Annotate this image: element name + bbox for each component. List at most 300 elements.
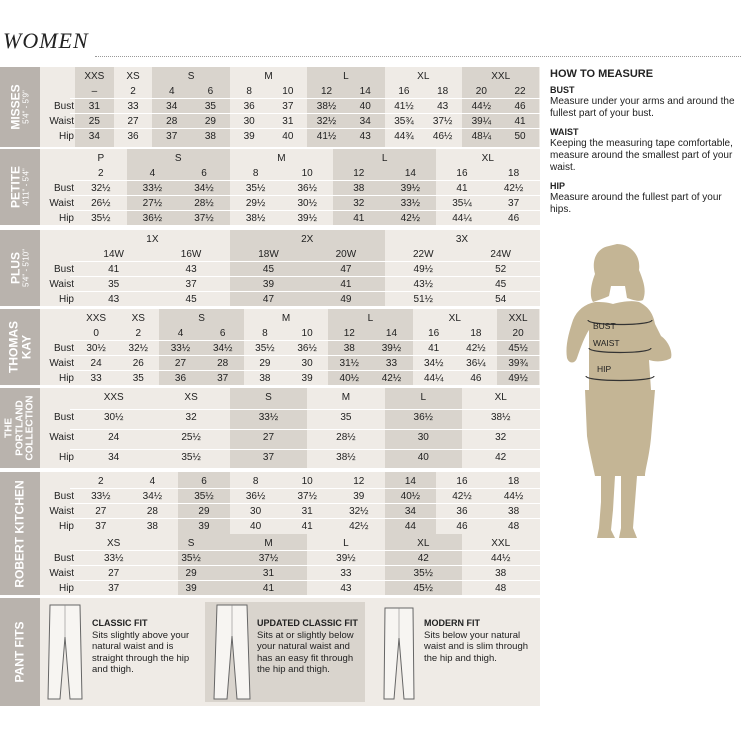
table-cell: 38½ [245, 213, 266, 224]
misses-label: MISSES [8, 84, 23, 130]
size-number: 16 [398, 86, 410, 97]
table-cell: 34½ [142, 491, 163, 502]
table-cell: 35½ [255, 343, 275, 354]
size-label: S [174, 153, 182, 164]
table-cell: 37 [185, 279, 197, 290]
modern-fit-text: Sits below your natural waist and is slim through the hip and thigh. [424, 629, 529, 664]
table-cell: 36½ [142, 213, 163, 224]
table-cell: 45 [495, 279, 507, 290]
table-cell: 34 [108, 452, 120, 463]
table-cell: 40½ [400, 491, 421, 502]
table-cell: 37½ [432, 116, 453, 127]
table-cell: 32 [353, 198, 365, 209]
table-cell: 41 [301, 521, 313, 532]
table-cell: 36¼ [466, 358, 486, 369]
size-label: M [264, 71, 273, 82]
size-number: 12 [353, 168, 365, 179]
classic-fit-title: CLASSIC FIT [92, 618, 148, 628]
table-cell: 43 [437, 101, 449, 112]
robert-kitchen-label: ROBERT KITCHEN [12, 479, 27, 588]
size-number: 2 [130, 86, 136, 97]
size-number: 4 [177, 328, 184, 339]
table-cell: 28½ [194, 198, 214, 209]
table-cell: 36½ [297, 183, 317, 194]
table-cell: 30 [417, 432, 429, 443]
modern-fit-pant-icon [376, 602, 422, 702]
table-cell: 39½ [297, 213, 317, 224]
table-cell: 41 [340, 279, 352, 290]
table-cell: 38 [259, 373, 271, 384]
measure-label: Waist [49, 116, 74, 127]
size-number: 8 [246, 86, 252, 97]
table-cell: 31 [301, 506, 313, 517]
table-cell: 48 [495, 583, 507, 594]
table-cell: 32 [185, 412, 197, 423]
table-cell: 39 [301, 373, 313, 384]
table-cell: 46½ [432, 131, 453, 142]
table-cell: 32½ [349, 506, 369, 517]
table-cell: 44¾ [394, 131, 414, 142]
table-cell: 42½ [452, 491, 472, 502]
pant-fits-sidebar [0, 598, 40, 706]
size-label: M [281, 313, 291, 324]
table-cell: 25 [88, 116, 100, 127]
size-number: 14 [404, 476, 416, 487]
table-cell: 37 [108, 583, 120, 594]
table-cell: 52 [495, 264, 507, 275]
table-cell: 39¼ [471, 116, 492, 127]
table-cell: 39 [185, 583, 197, 594]
size-number: 2 [135, 328, 142, 339]
table-cell: 48 [508, 521, 520, 532]
table-cell: 34 [166, 101, 178, 112]
plus-sidebar [0, 230, 40, 306]
table-cell: 44½ [490, 553, 511, 564]
table-cell: 42 [417, 553, 429, 564]
size-number: 12 [353, 476, 365, 487]
table-cell: 40 [359, 101, 371, 112]
measure-label: Bust [53, 101, 74, 112]
table-cell: 38 [204, 131, 216, 142]
table-cell: 30 [250, 506, 262, 517]
table-cell: 37½ [297, 491, 317, 502]
table-cell: 39 [353, 491, 365, 502]
table-cell: 40 [250, 521, 262, 532]
size-number: 24W [490, 249, 511, 260]
table-cell: 39 [198, 521, 210, 532]
table-cell: 36½ [245, 491, 266, 502]
woman-silhouette-figure [555, 240, 695, 545]
table-cell: 42½ [381, 373, 402, 384]
size-label: XS [107, 538, 121, 549]
updated-classic-fit-text: Sits at or slightly below your natural waist and has an easy fit through the hip and thigh. [257, 629, 354, 675]
bust-text: Measure under your arms and around the fullest part of your bust. [550, 96, 735, 119]
size-number: 22 [514, 86, 526, 97]
table-cell: 28½ [336, 432, 356, 443]
table-cell: 27 [108, 568, 120, 579]
table-cell: 45 [185, 294, 197, 305]
table-cell: 33½ [258, 412, 279, 423]
table-cell: 40½ [339, 373, 360, 384]
table-cell: 32½ [128, 343, 149, 354]
size-label: XXL [491, 538, 511, 549]
updated-classic-fit-title: UPDATED CLASSIC FIT [257, 618, 358, 628]
size-number: 20W [335, 249, 357, 260]
size-label: XS [126, 71, 140, 82]
table-cell: 51½ [413, 294, 434, 305]
size-label: L [420, 392, 427, 403]
table-cell: 32 [495, 432, 507, 443]
size-label: M [277, 153, 286, 164]
table-cell: 36½ [297, 343, 317, 354]
size-label: XL [417, 71, 430, 82]
size-number: 4 [168, 86, 175, 97]
size-number: 18W [258, 249, 279, 260]
table-cell: 40 [417, 452, 429, 463]
table-cell: 44¼ [423, 373, 444, 384]
table-cell: 43 [340, 583, 352, 594]
table-cell: 27 [262, 432, 275, 443]
classic-fit [40, 602, 200, 702]
table-cell: 39½ [381, 343, 402, 354]
table-cell: 31½ [339, 358, 360, 369]
table-cell: 24 [108, 432, 120, 443]
size-number: 6 [207, 86, 214, 97]
table-cell: 32½ [91, 183, 111, 194]
size-number: 20 [475, 86, 487, 97]
misses-sidebar [0, 67, 40, 147]
size-label: 2X [301, 234, 314, 245]
size-label: M [264, 538, 273, 549]
size-number: 10 [301, 168, 313, 179]
bust-title: BUST [550, 85, 575, 95]
thomas-kay-label: THOMAS KAY [6, 321, 33, 373]
size-number: 10 [301, 328, 313, 339]
size-number: 4 [149, 168, 156, 179]
table-cell: 38½ [336, 452, 356, 463]
table-cell: 26½ [91, 198, 111, 209]
table-cell: 48¼ [471, 131, 492, 142]
size-label: S [187, 71, 195, 82]
table-cell: 37 [262, 452, 275, 463]
plus-height-range: 5'4" - 5'10" [21, 248, 31, 288]
table-cell: 42½ [466, 343, 486, 354]
table-cell: 30½ [103, 412, 124, 423]
size-label: P [97, 153, 105, 164]
size-number: 14W [103, 249, 124, 260]
table-cell: 36 [243, 101, 255, 112]
table-cell: 35¼ [452, 198, 472, 209]
title-rule [95, 56, 741, 57]
table-cell: 30½ [297, 198, 317, 209]
size-label: XL [481, 153, 494, 164]
size-number: 16W [180, 249, 202, 260]
table-cell: 28 [146, 506, 158, 517]
table-cell: 30 [301, 358, 313, 369]
measure-label: Waist [49, 279, 74, 290]
table-cell: 41 [514, 116, 526, 127]
table-cell: 29½ [245, 198, 266, 209]
size-label: 1X [146, 234, 159, 245]
size-label: L [343, 538, 349, 549]
table-cell: 35 [340, 412, 352, 423]
table-cell: 29 [198, 506, 210, 517]
table-cell: 39½ [400, 183, 421, 194]
table-cell: 34 [404, 506, 416, 517]
size-number: 14 [385, 328, 398, 339]
size-label: L [367, 313, 374, 324]
size-number: 12 [320, 86, 333, 97]
table-cell: 46 [508, 213, 520, 224]
table-cell: 41 [108, 264, 120, 275]
table-cell: 34½ [194, 183, 214, 194]
modern-fit [372, 602, 532, 702]
table-cell: 35 [108, 279, 120, 290]
pant-fits-label: PANT FITS [12, 621, 27, 683]
table-cell: 32½ [316, 116, 337, 127]
table-cell: 24 [90, 358, 102, 369]
table-cell: 33 [385, 358, 398, 369]
table-cell: 40 [282, 131, 294, 142]
petite-sidebar [0, 149, 40, 225]
measure-label: Hip [58, 373, 74, 384]
table-cell: 29 [259, 358, 271, 369]
measure-label: Hip [58, 213, 74, 224]
updated-classic-fit-pant-icon [209, 602, 255, 702]
table-cell: 35½ [181, 452, 201, 463]
table-cell: 37 [282, 101, 294, 112]
figure-waist-label: WAIST [593, 338, 620, 348]
table-cell: 47 [262, 294, 275, 305]
plus-table [0, 230, 540, 306]
table-cell: 34½ [423, 358, 444, 369]
size-label: S [198, 313, 205, 324]
table-cell: 33½ [170, 343, 191, 354]
misses-height-range: 5'4" - 5'9" [21, 90, 31, 124]
table-cell: 36 [456, 506, 468, 517]
table-cell: 47 [340, 264, 352, 275]
size-label: XL [417, 538, 430, 549]
table-cell: 27 [127, 116, 139, 127]
size-label: XXS [86, 313, 107, 324]
measure-label: Bust [53, 491, 74, 502]
size-label: XXS [84, 71, 105, 82]
measure-label: Bust [53, 343, 74, 354]
table-cell: 35 [204, 101, 216, 112]
table-cell: 46 [514, 101, 526, 112]
table-cell: 34 [359, 116, 371, 127]
table-cell: 33 [340, 568, 352, 579]
classic-fit-pant-icon [42, 602, 88, 702]
table-cell: 33 [90, 373, 102, 384]
table-cell: 41 [353, 213, 365, 224]
table-cell: 43 [359, 131, 371, 142]
table-cell: 27½ [142, 198, 163, 209]
waist-title: WAIST [550, 127, 579, 137]
size-label: XS [131, 313, 145, 324]
table-cell: 44¼ [452, 213, 472, 224]
table-cell: 36 [127, 131, 139, 142]
size-number: 16 [456, 476, 468, 487]
table-cell: 37 [166, 131, 178, 142]
table-cell: 42½ [503, 183, 524, 194]
table-cell: 28 [217, 358, 229, 369]
size-number: 22W [413, 249, 434, 260]
table-cell: 38 [508, 506, 520, 517]
thomas-kay-sidebar [0, 309, 40, 385]
table-cell: 31 [88, 101, 100, 112]
table-cell: 27 [174, 358, 187, 369]
table-cell: 37 [217, 373, 229, 384]
table-cell: 35½ [245, 183, 266, 194]
classic-fit-text: Sits slightly above your natural waist and is straight through the hip and thigh. [92, 629, 190, 675]
measure-label: Bust [53, 183, 74, 194]
table-cell: 45 [262, 264, 275, 275]
measure-label: Hip [58, 294, 74, 305]
table-cell: 37½ [194, 213, 214, 224]
table-cell: 49 [340, 294, 352, 305]
plus-label: PLUS [8, 252, 23, 285]
size-number: 6 [219, 328, 226, 339]
table-cell: 38 [146, 521, 158, 532]
misses-table [0, 67, 540, 147]
measure-label: Hip [58, 131, 74, 142]
size-number: 10 [301, 476, 313, 487]
size-number: 20 [512, 328, 524, 339]
size-number: 18 [470, 328, 482, 339]
table-cell: 35¾ [394, 116, 414, 127]
table-cell: 33½ [103, 553, 124, 564]
table-cell: 42½ [400, 213, 421, 224]
size-number: 0 [93, 328, 99, 339]
size-label: XXS [103, 392, 124, 403]
hip-title: HIP [550, 181, 566, 191]
petite-table [0, 149, 540, 225]
table-cell: 33½ [142, 183, 163, 194]
table-cell: 41 [262, 583, 275, 594]
portland-sidebar [0, 388, 40, 468]
size-label: M [341, 392, 351, 403]
petite-height-range: 4'11" - 5'4" [21, 168, 31, 206]
size-label: XS [184, 392, 198, 403]
table-cell: 49½ [413, 264, 434, 275]
size-number: 12 [343, 328, 355, 339]
table-cell: 41½ [316, 131, 337, 142]
robert-kitchen-sidebar [0, 472, 40, 595]
size-label: XXL [508, 313, 528, 324]
table-cell: 33½ [400, 198, 421, 209]
table-cell: 35 [132, 373, 144, 384]
table-cell: 34 [88, 131, 100, 142]
table-cell: 43 [108, 294, 120, 305]
table-cell: 42½ [349, 521, 369, 532]
table-cell: 39¾ [508, 358, 528, 369]
table-cell: 41 [456, 183, 468, 194]
table-cell: 39 [262, 279, 275, 290]
table-cell: 49½ [508, 373, 528, 384]
size-label: XL [448, 313, 461, 324]
table-cell: 41 [428, 343, 440, 354]
size-number: 18 [508, 476, 520, 487]
table-cell: 43 [185, 264, 197, 275]
table-cell: 31 [282, 116, 294, 127]
measure-label: Hip [58, 583, 74, 594]
measure-label: Waist [49, 358, 74, 369]
measure-label: Bust [53, 412, 74, 423]
table-cell: 33½ [91, 491, 111, 502]
table-cell: 37 [95, 521, 107, 532]
size-number: 4 [149, 476, 156, 487]
table-cell: 54 [495, 294, 507, 305]
size-number: 16 [456, 168, 468, 179]
table-cell: 41½ [394, 101, 414, 112]
size-number: – [91, 86, 98, 97]
table-cell: 37½ [258, 553, 279, 564]
table-cell: 29 [185, 568, 197, 579]
table-cell: 35½ [181, 553, 201, 564]
table-cell: 42 [495, 452, 507, 463]
table-cell: 39 [243, 131, 255, 142]
table-cell: 38 [343, 343, 355, 354]
table-cell: 44½ [471, 101, 492, 112]
updated-classic-fit [205, 602, 365, 702]
size-number: 8 [252, 168, 259, 179]
portland-table [0, 388, 540, 468]
size-label: XL [494, 392, 507, 403]
size-number: 16 [428, 328, 440, 339]
size-label: S [187, 538, 195, 549]
how-to-measure [550, 68, 740, 222]
table-cell: 44 [404, 521, 416, 532]
figure-hip-label: HIP [597, 364, 612, 374]
table-cell: 36 [174, 373, 187, 384]
size-number: 6 [201, 168, 207, 179]
measure-label: Waist [49, 506, 74, 517]
table-cell: 38½ [490, 412, 511, 423]
modern-fit-title: MODERN FIT [424, 618, 480, 628]
table-cell: 26 [132, 358, 144, 369]
page-title: WOMEN [3, 28, 89, 53]
measure-label: Waist [49, 432, 74, 443]
table-cell: 38 [495, 568, 507, 579]
table-cell: 37 [508, 198, 520, 209]
size-number: 14 [404, 168, 416, 179]
size-label: L [343, 71, 349, 82]
measure-label: Waist [49, 198, 74, 209]
table-cell: 31 [262, 568, 275, 579]
size-label: XXL [491, 71, 511, 82]
table-cell: 30½ [86, 343, 106, 354]
measure-label: Bust [53, 264, 74, 275]
table-cell: 33 [127, 101, 139, 112]
size-label: 3X [455, 234, 469, 245]
waist-text: Keeping the measuring tape comfortable, measure around the smallest part of your waist. [550, 138, 733, 173]
table-cell: 44½ [503, 491, 524, 502]
table-cell: 38½ [316, 101, 337, 112]
thomas-kay-table [0, 309, 540, 385]
size-number: 14 [359, 86, 371, 97]
size-number: 18 [508, 168, 520, 179]
how-to-measure-heading: HOW TO MEASURE [550, 68, 654, 80]
table-cell: 35½ [194, 491, 214, 502]
petite-label: PETITE [8, 165, 23, 209]
size-number: 8 [262, 328, 268, 339]
size-number: 6 [201, 476, 207, 487]
size-label: L [381, 153, 388, 164]
hip-text: Measure around the fullest part of your hips. [550, 192, 722, 215]
size-number: 8 [252, 476, 259, 487]
size-number: 10 [282, 86, 294, 97]
